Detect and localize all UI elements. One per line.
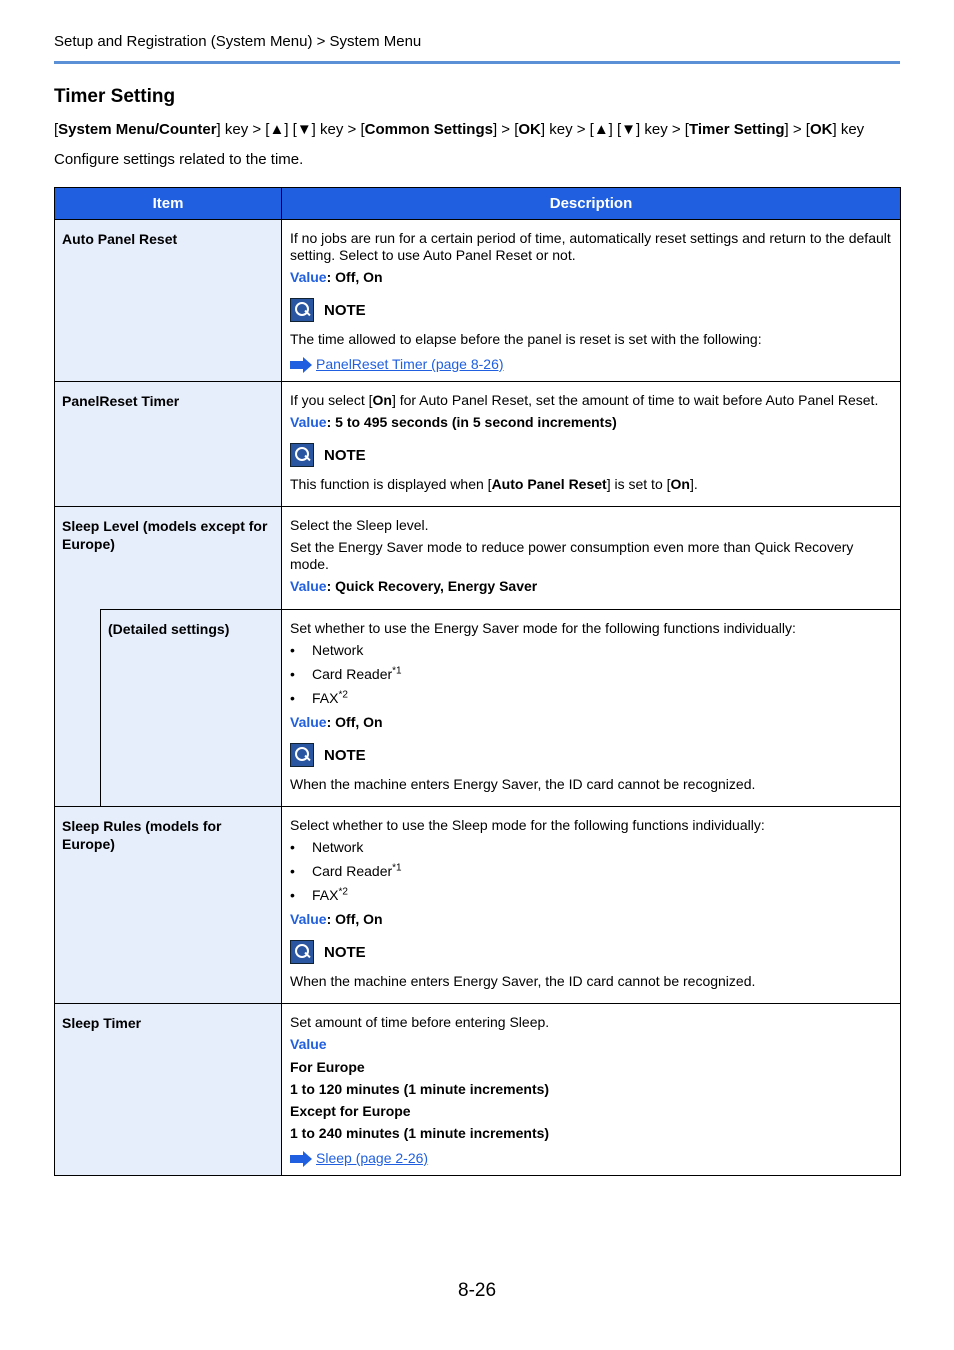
list-item: • FAX$^{*2}$ [290, 690, 892, 707]
item-name: PanelReset Timer [55, 382, 282, 507]
column-header-item: Item [55, 188, 282, 220]
list-item: • Network [290, 642, 892, 659]
column-header-description: Description [282, 188, 901, 220]
table-row [55, 220, 901, 382]
list-item: • Card Reader$^{*1}$ [290, 666, 892, 683]
table-row [55, 507, 901, 610]
item-name: Sleep Level (models except for Europe) [55, 507, 282, 610]
page-number: 8-26 [458, 1280, 497, 1301]
list-item: • FAX$^{*2}$ [290, 887, 892, 904]
list-item: • Network [290, 839, 892, 856]
note-heading: NOTE [290, 298, 892, 322]
note-heading: NOTE [290, 940, 892, 964]
item-name: (Detailed settings) [101, 610, 282, 807]
arrow-right-icon [290, 361, 304, 369]
item-description: Select whether to use the Sleep mode for the following functions individually: • Network • Card Reader$^{*1}$ • FAX$^{*2}$ Value: Off, On NOTE When the machine enters Energy Saver, the ID card cannot be recognized. [282, 807, 901, 1004]
item-description: Set whether to use the Energy Saver mode for the following functions individually: • Network • Card Reader$^{*1}$ • FAX$^{*2}$ Value: Off, On NOTE When the machine enters Energy Saver, the ID card cannot be recognized. [282, 610, 901, 807]
note-heading: NOTE [290, 743, 892, 767]
settings-table [54, 187, 901, 1176]
table-row [55, 1004, 901, 1176]
item-description: Set amount of time before entering Sleep. Value For Europe 1 to 120 minutes (1 minute increments) Except for Europe 1 to 240 minutes (1 minute increments) Sleep (page 2-26) [282, 1004, 901, 1176]
item-name: Auto Panel Reset [55, 220, 282, 382]
link-panelreset-timer[interactable]: PanelReset Timer (page 8-26) [316, 356, 504, 372]
note-icon [290, 443, 314, 467]
note-icon [290, 940, 314, 964]
menu-path: [System Menu/Counter] key > [▲] [▼] key > [Common Settings] > [OK] key > [▲] [▼] key > [Timer Setting] > [OK] key [54, 121, 865, 138]
table-row [55, 382, 901, 507]
note-heading: NOTE [290, 443, 892, 467]
item-name: Sleep Timer [55, 1004, 282, 1176]
table-row [55, 807, 901, 1004]
item-name: Sleep Rules (models for Europe) [55, 807, 282, 1004]
item-description: Select the Sleep level. Set the Energy Saver mode to reduce power consumption even more than Quick Recovery mode. Value: Quick Recovery, Energy Saver [282, 507, 901, 610]
arrow-right-icon [290, 1155, 304, 1163]
page-title: Timer Setting [54, 86, 176, 107]
link-sleep[interactable]: Sleep (page 2-26) [316, 1150, 429, 1166]
note-icon [290, 743, 314, 767]
item-description: If you select [On] for Auto Panel Reset, set the amount of time to wait before Auto Panel Reset. Value: 5 to 495 seconds (in 5 second increments) NOTE This function is displayed when [Auto Panel Reset] is set to [On]. [282, 382, 901, 507]
list-item: • Card Reader$^{*1}$ [290, 863, 892, 880]
table-row [55, 610, 901, 807]
header-rule [54, 61, 900, 64]
breadcrumb: Setup and Registration (System Menu) > System Menu [54, 33, 422, 50]
note-icon [290, 298, 314, 322]
intro-text: Configure settings related to the time. [54, 151, 304, 168]
indent-cell [55, 610, 101, 807]
item-description: If no jobs are run for a certain period of time, automatically reset settings and return to the default setting. Select to use Auto Panel Reset or not. Value: Off, On NOTE The time allowed to elapse before the panel is reset is set with the following: PanelReset Timer (page 8-26) [282, 220, 901, 382]
